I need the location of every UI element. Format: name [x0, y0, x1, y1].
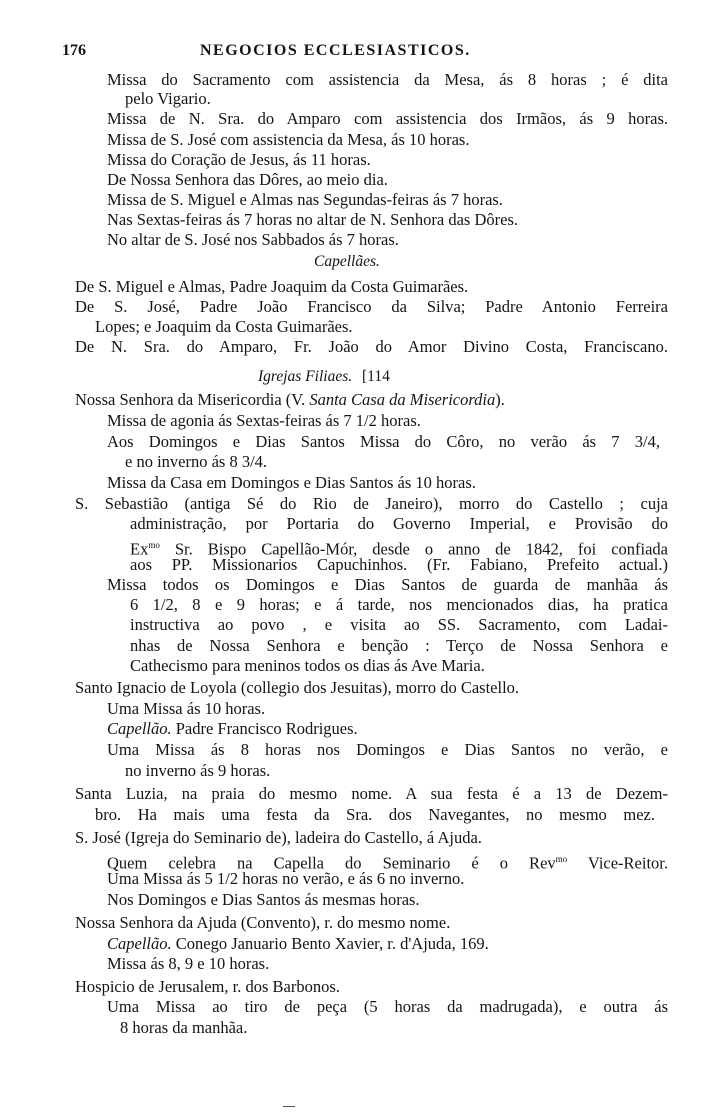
text-line: De S. José, Padre João Francisco da Silva; Padre Antonio Ferreira [75, 297, 668, 316]
text-segment: Quem celebra na Capella do Seminario é o Rev [107, 853, 556, 873]
text-segment: Conego Januario Bento Xavier, r. d'Ajuda, 169. [171, 934, 489, 953]
section-heading-igrejas-filiaes [258, 368, 390, 386]
text-line: No altar de S. José nos Sabbados ás 7 horas. [107, 230, 399, 249]
section-heading-capellaes: Capellães. [314, 253, 380, 270]
text-segment: Ex [130, 539, 149, 559]
text-line: Missa do Coração de Jesus, ás 11 horas. [107, 150, 371, 169]
text-line: Uma Missa ao tiro de peça (5 horas da madrugada), e outra ás [107, 997, 668, 1016]
text-line: Missa da Casa em Domingos e Dias Santos ás 10 horas. [107, 473, 476, 492]
text-line: Nas Sextas-feiras ás 7 horas no altar de N. Senhora das Dôres. [107, 210, 519, 229]
marginal-mark: [114 [362, 368, 390, 385]
text-line: Nossa Senhora da Ajuda (Convento), r. do mesmo nome. [75, 913, 451, 932]
text-line: instructiva ao povo , e visita ao SS. Sacramento, com Ladai- [130, 615, 668, 634]
page-number: 176 [62, 42, 86, 59]
text-line: e no inverno ás 8 3/4. [125, 452, 268, 471]
text-line: Hospicio de Jerusalem, r. dos Barbonos. [75, 977, 340, 996]
text-line [107, 934, 489, 954]
text-line: S. José (Igreja do Seminario de), ladeira do Castello, á Ajuda. [75, 828, 482, 847]
text-line: aos PP. Missionarios Capuchinhos. (Fr. Fabiano, Prefeito actual.) [130, 555, 668, 574]
italic-label: Capellão. [107, 934, 172, 953]
text-line: Santo Ignacio de Loyola (collegio dos Jesuitas), morro do Castello. [75, 678, 520, 697]
text-line: Uma Missa ás 8 horas nos Domingos e Dias Santos no verão, e [107, 740, 668, 759]
text-line: Missa do Sacramento com assistencia da Mesa, ás 8 horas ; é dita [107, 70, 668, 89]
text-segment: Sr. Bispo Capellão-Mór, desde o anno de 1842, foi confiada [159, 539, 668, 559]
text-segment: ). [495, 390, 505, 409]
text-line: Uma Missa ás 5 1/2 horas no verão, e ás 6 no inverno. [107, 869, 465, 888]
text-line: bro. Ha mais uma festa da Sra. dos Navegantes, no mesmo mez. [95, 805, 655, 824]
text-line: Missa de S. José com assistencia da Mesa, ás 10 horas. [107, 130, 470, 149]
text-line: Cathecismo para meninos todos os dias ás Ave Maria. [130, 656, 485, 675]
text-line [75, 390, 505, 410]
text-line [107, 719, 358, 739]
text-line: pelo Vigario. [125, 89, 211, 108]
text-line: Uma Missa ás 10 horas. [107, 699, 266, 718]
text-line: nhas de Nossa Senhora e benção : Terço de Nossa Senhora e [130, 636, 668, 655]
text-line: Missa todos os Domingos e Dias Santos de guarda de manhãa ás [107, 575, 668, 594]
text-line: Santa Luzia, na praia do mesmo nome. A sua festa é a 13 de Dezem- [75, 784, 668, 803]
text-line: administração, por Portaria do Governo Imperial, e Provisão do [130, 514, 668, 533]
text-line: 8 horas da manhãa. [120, 1018, 248, 1037]
text-segment: Nossa Senhora da Misericordia (V. [75, 390, 310, 409]
text-line: S. Sebastião (antiga Sé do Rio de Janeiro), morro do Castello ; cuja [75, 494, 668, 513]
text-line: Missa de N. Sra. do Amparo com assistencia dos Irmãos, ás 9 horas. [107, 109, 668, 128]
italic-reference: Santa Casa da Misericordia [309, 390, 496, 409]
text-segment: Padre Francisco Rodrigues. [171, 719, 358, 738]
text-line: Lopes; e Joaquim da Costa Guimarães. [95, 317, 353, 336]
superscript: mo [555, 854, 568, 864]
heading-text: Igrejas Filiaes. [258, 368, 353, 385]
scan-mark [283, 1106, 295, 1107]
text-line: Missa de agonia ás Sextas-feiras ás 7 1/2 horas. [107, 411, 421, 430]
text-line: no inverno ás 9 horas. [125, 761, 271, 780]
text-line: De N. Sra. do Amparo, Fr. João do Amor Divino Costa, Franciscano. [75, 337, 668, 356]
text-line: Missa ás 8, 9 e 10 horas. [107, 954, 270, 973]
superscript: mo [148, 540, 160, 550]
text-segment: Vice-Reitor. [567, 853, 668, 873]
text-line: 6 1/2, 8 e 9 horas; e á tarde, nos mencionados dias, ha pratica [130, 595, 668, 614]
text-line: Nos Domingos e Dias Santos ás mesmas horas. [107, 890, 420, 909]
running-title: NEGOCIOS ECCLESIASTICOS. [200, 42, 471, 59]
text-line: De Nossa Senhora das Dôres, ao meio dia. [107, 170, 388, 189]
italic-label: Capellão. [107, 719, 172, 738]
text-line: Missa de S. Miguel e Almas nas Segundas-feiras ás 7 horas. [107, 190, 503, 209]
text-line: Aos Domingos e Dias Santos Missa do Côro, no verão ás 7 3/4, [107, 432, 660, 451]
text-line: De S. Miguel e Almas, Padre Joaquim da Costa Guimarães. [75, 277, 469, 296]
